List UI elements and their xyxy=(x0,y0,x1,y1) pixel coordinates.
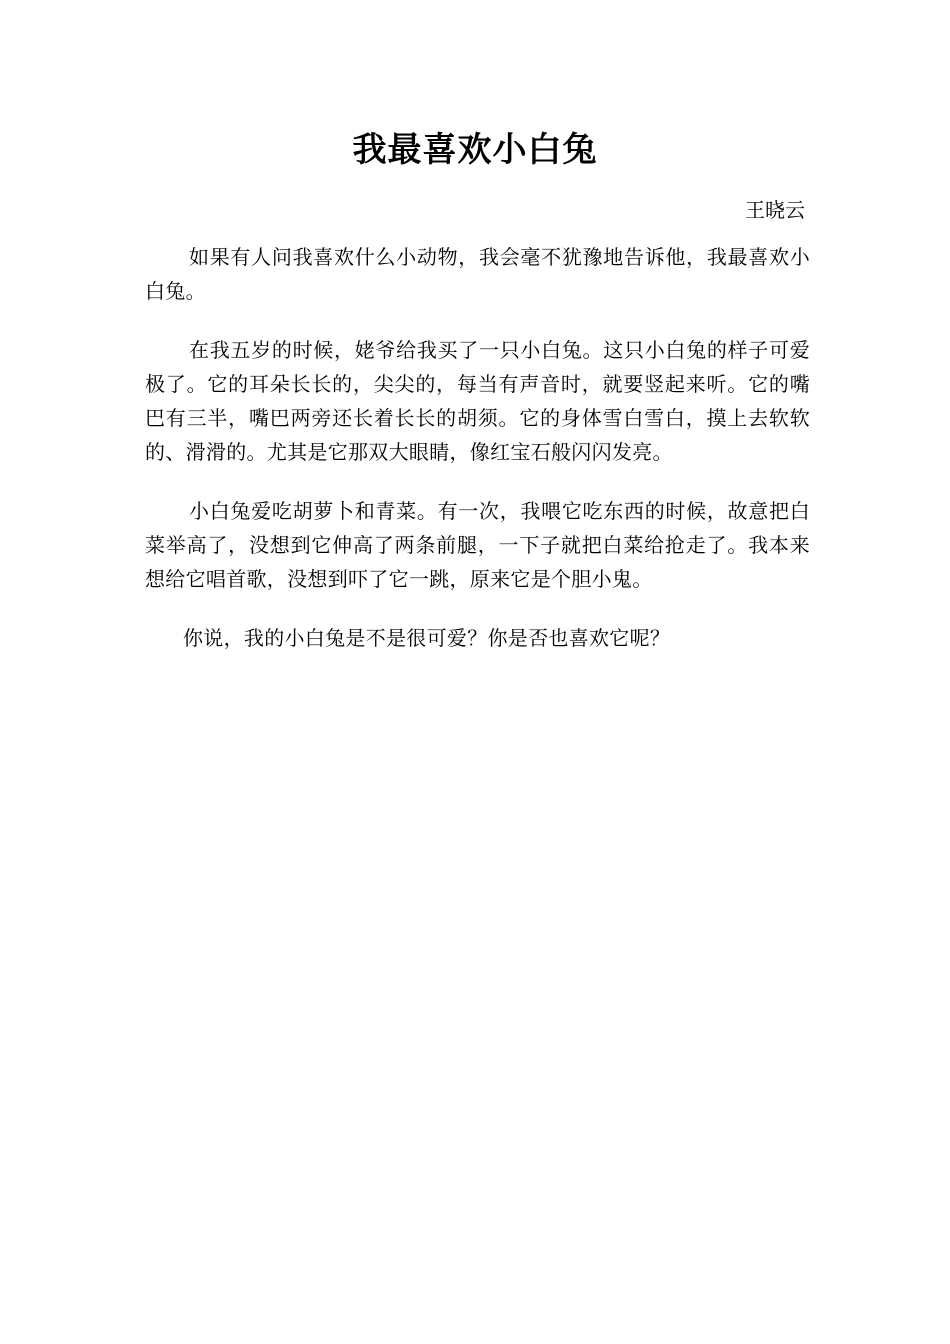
paragraph-2: 在我五岁的时候，姥爷给我买了一只小白兔。这只小白兔的样子可爱极了。它的耳朵长长的，尖尖的，每当有声音时，就要竖起来听。它的嘴巴有三半，嘴巴两旁还长着长长的胡须。它的身体雪白雪白，摸上去软软的、滑滑的。尤其是它那双大眼睛，像红宝石般闪闪发亮。 xyxy=(145,338,810,464)
document-title: 我最喜欢小白兔 xyxy=(352,130,598,170)
paragraph-4: 你说，我的小白兔是不是很可爱？你是否也喜欢它呢？ xyxy=(183,626,671,650)
paragraph-3: 小白兔爱吃胡萝卜和青菜。有一次，我喂它吃东西的时候，故意把白菜举高了，没想到它伸高了两条前腿，一下子就把白菜给抢走了。我本来想给它唱首歌，没想到吓了它一跳，原来它是个胆小鬼。 xyxy=(145,499,810,591)
document-body xyxy=(145,240,810,680)
author-name: 王晓云 xyxy=(745,198,805,222)
paragraph-1: 如果有人问我喜欢什么小动物，我会毫不犹豫地告诉他，我最喜欢小白兔。 xyxy=(145,245,810,303)
